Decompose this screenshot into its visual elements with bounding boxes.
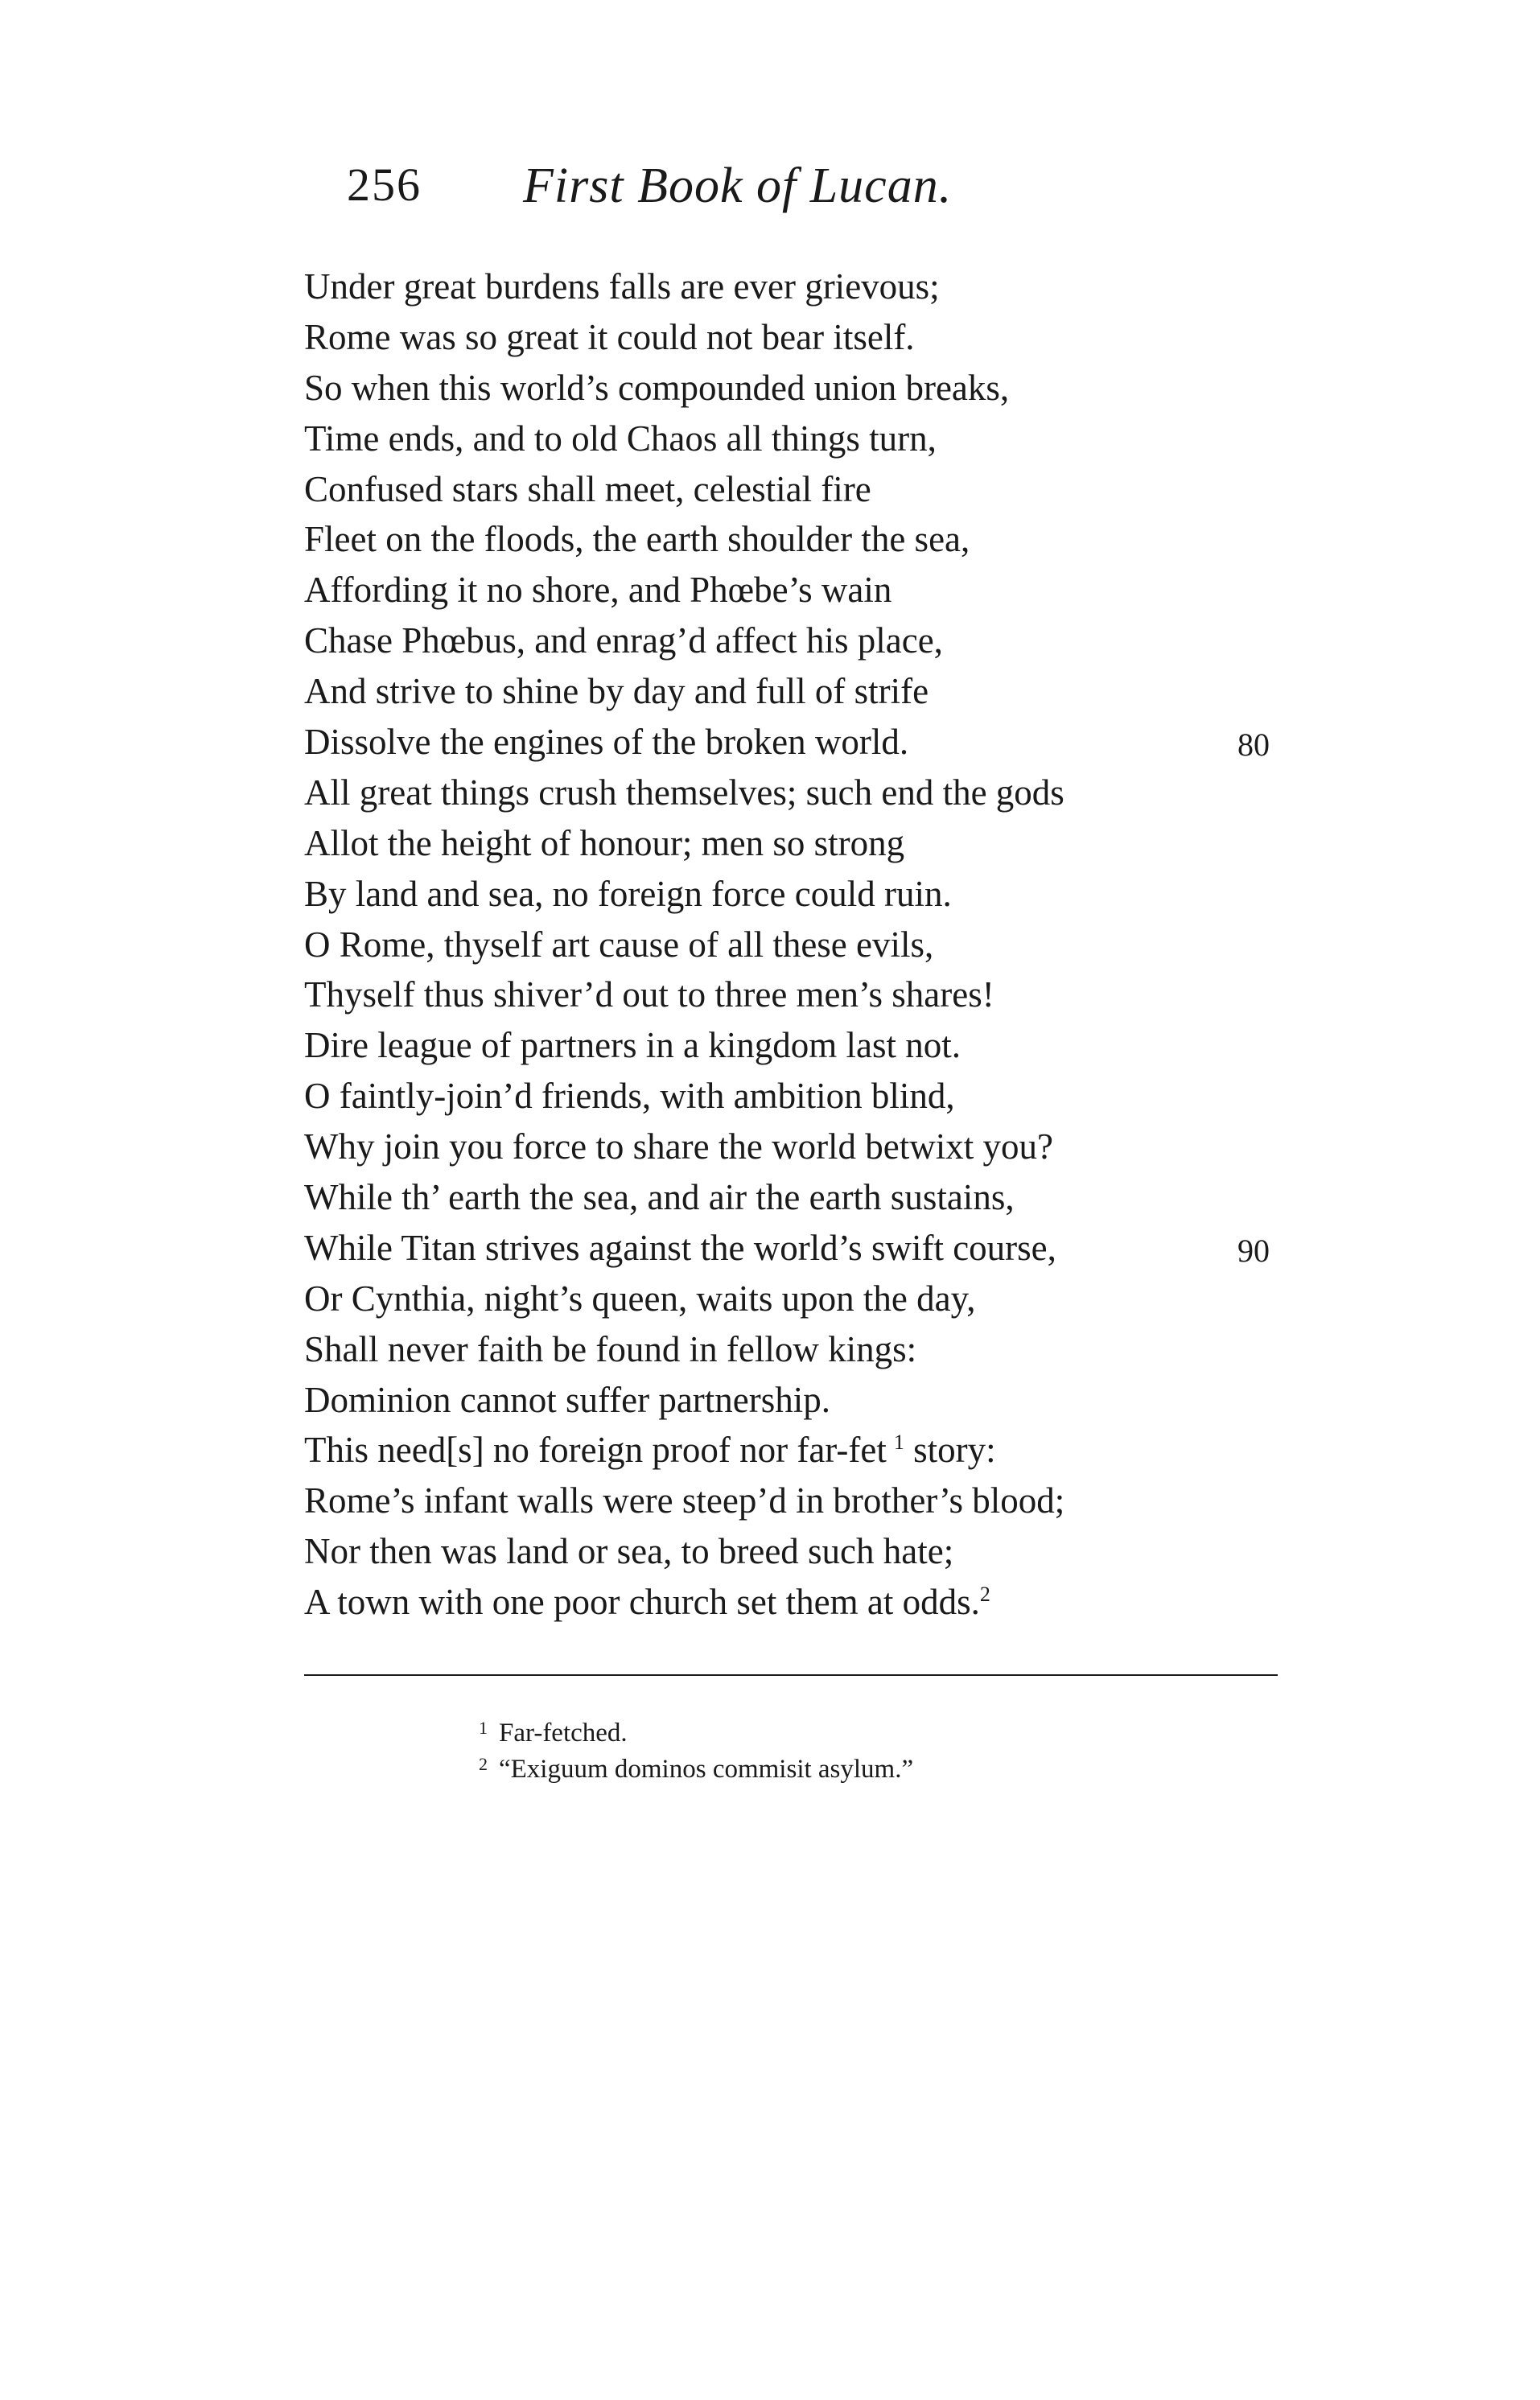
poem-line: While Titan strives against the world’s swift course, 90 — [304, 1223, 1350, 1274]
poem-line: Chase Phœbus, and enrag’d affect his place, — [304, 620, 943, 661]
poem-line: Nor then was land or sea, to breed such hate; — [304, 1531, 954, 1572]
footnote-2 — [479, 1746, 1283, 1782]
poem-line: Why join you force to share the world betwixt you? — [304, 1126, 1054, 1167]
poem-line: Rome was so great it could not bear itself. — [304, 316, 915, 357]
footnote-1 — [479, 1710, 1283, 1746]
poem-line: By land and sea, no foreign force could ruin. — [304, 873, 952, 914]
poem-line: This need[s] no foreign proof nor far-fet $^1$ story: — [304, 1430, 996, 1471]
poem-line: Fleet on the floods, the earth shoulder the sea, — [304, 519, 970, 560]
poem-line: Dominion cannot suffer partnership. — [304, 1379, 831, 1420]
footnote-marker: 2 — [479, 1754, 488, 1774]
poem-line: Or Cynthia, night’s queen, waits upon the day, — [304, 1278, 976, 1319]
poem-line: All great things crush themselves; such end the gods — [304, 772, 1064, 813]
poem-line: Allot the height of honour; men so strong — [304, 822, 905, 863]
poem-line: Shall never faith be found in fellow kings: — [304, 1328, 917, 1369]
poem-line: O Rome, thyself art cause of all these evils, — [304, 924, 934, 965]
poem-line: Under great burdens falls are ever grievous; — [304, 266, 940, 307]
page-number: 256 — [347, 158, 422, 211]
poem-line: Confused stars shall meet, celestial fire — [304, 468, 871, 509]
page-header — [0, 158, 1540, 230]
poem-line: While th’ earth the sea, and air the earth sustains, — [304, 1177, 1015, 1218]
footnote-ref-1[interactable]: 1 — [893, 1431, 904, 1455]
poem-line: O faintly-join’d friends, with ambition blind, — [304, 1076, 955, 1117]
poem-line: A town with one poor church set them at odds.$^2$ — [304, 1582, 990, 1623]
footnote-text: Far-fetched. — [499, 1719, 628, 1748]
line-number-90: 90 — [1237, 1232, 1270, 1269]
poem-line: Thyself thus shiver’d out to three men’s shares! — [304, 974, 994, 1015]
poem-body — [304, 261, 1350, 1628]
footnote-marker: 1 — [479, 1718, 488, 1738]
poem-line: Dissolve the engines of the broken world. 80 — [304, 717, 1350, 768]
poem-line: So when this world’s compounded union breaks, — [304, 367, 1010, 408]
poem-line: Time ends, and to old Chaos all things turn, — [304, 418, 937, 459]
poem-line: Rome’s infant walls were steep’d in brother’s blood; — [304, 1480, 1065, 1521]
footnote-divider — [304, 1674, 1278, 1676]
footnotes — [479, 1710, 1283, 1782]
poem-line: Dire league of partners in a kingdom last not. — [304, 1025, 961, 1066]
poem-line: Affording it no shore, and Phœbe’s wain — [304, 570, 892, 611]
footnote-ref-2[interactable]: 2 — [979, 1583, 990, 1607]
footnote-text: “Exiguum dominos commisit asylum.” — [499, 1755, 914, 1784]
line-number-80: 80 — [1237, 727, 1270, 764]
poem-line: And strive to shine by day and full of strife — [304, 671, 929, 712]
running-title: First Book of Lucan. — [523, 158, 953, 213]
